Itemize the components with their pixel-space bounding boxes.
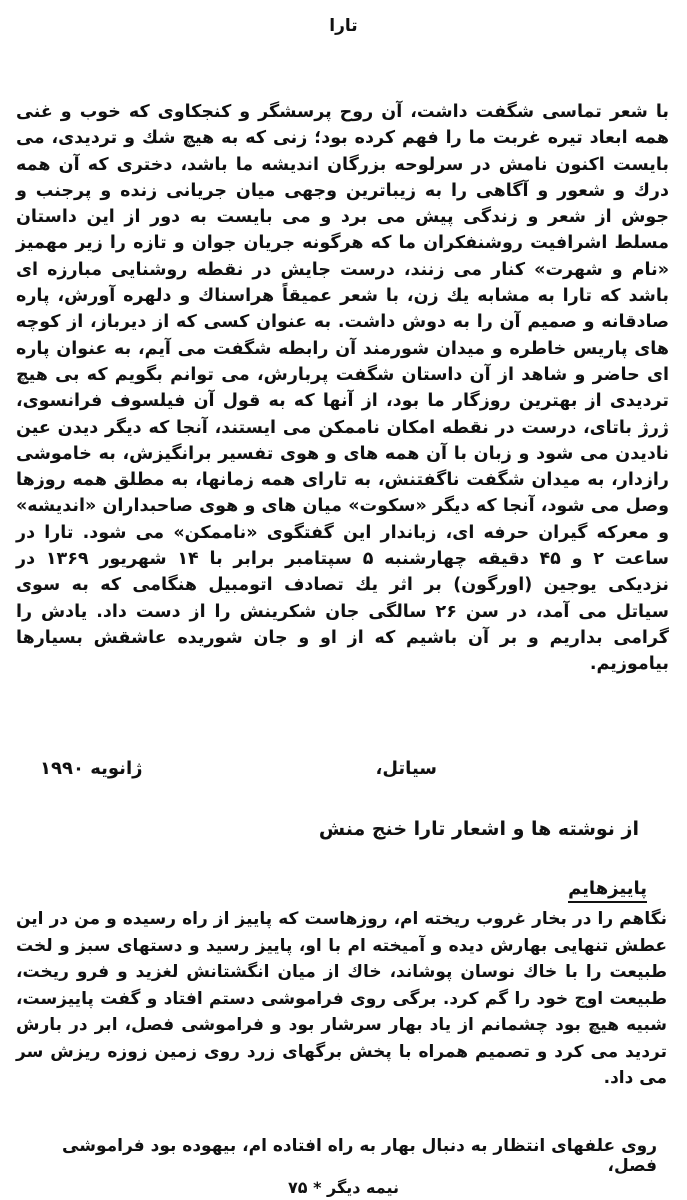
poem-body [16, 906, 667, 1092]
signature-date: ژانویه ۱۹۹۰ [40, 758, 143, 779]
running-header: تارا [329, 16, 358, 36]
paragraph-text: با شعر تماسی شگفت داشت، آن روح پرسشگر و کنجکاوی که خوب و غنی همه ابعاد تیره غربت ما را فهم کرده بود؛ زنی که به هیچ شك و تردیدی، می بایست اکنون نامش در سرلوحه بزرگان اندیشه ما باشد، دختری که آن همه درك و شعور و آگاهی را به زیباترین وجهی میان جریانی زنده و پرجنب و جوش از شعر و زندگی پیش می برد و می بایست به دور از این داستان مسلط اشرافیت روشنفکران ما که هرگونه جریان جوان و تازه را زیر مهمیز «نام و شهرت» کنار می زنند، درست جایش در نقطه روشنایی مبارزه ای باشد که تارا به مشابه یك زن، با شعر عمیقاً هراسناك و دلهره آورش، پاره صادقانه و صمیم آن را به دوش داشت. به عنوان کسی که از دیرباز، از کوچه های پاریس خاطره و میدان شورمند آن رابطه شگفت می آیم، به عنوان پاره ای حاضر و شاهد از آن داستان شگفت پربارش، می توانم بگویم که بی هیچ تردیدی از بهترین روزگار ما بود، از آنها که به قول آن فیلسوف فرانسوی، ژرژ باتای، درست در نقطه امکان ناممکن می ایستند، آنجا که دیگر دیدن عین نادیدن می شود و زبان با آن همه های و هوی تفسیر برانگیزش، به خاموشی رازدار، به میدان شگفت ناگفتنش، به تارای همه زمانها، به مطلق همه روزها وصل می شود، آنجا که دیگر «سکوت» میان های و هوی صاحبداران «اندیشه» و معرکه گیران حرفه ای، زباندار این گفتگوی «ناممکن» می شود. تارا در ساعت ۲ و ۴۵ دقیقه چهارشنبه ۵ سپتامبر برابر با ۱۴ شهریور ۱۳۶۹ در نزدیکی یوجین (اورگون) بر اثر یك تصادف اتومبیل هنگامی که به سوی سیاتل می آمد، در سن ۲۶ سالگی جان شکرینش را از دست داد. یادش را گرامی بداریم و بر آن باشیم که از او و جان شوریده عاشقش بسیارها بیاموزیم. [16, 102, 669, 675]
signature-place: سیاتل، [375, 758, 437, 779]
poem-title: پاییزهایم [568, 878, 647, 903]
poem-last-line: روی علفهای انتظار به دنبال بهار به راه افتاده ام، بیهوده بود فراموشی فصل، [62, 1136, 657, 1176]
signature-line [40, 758, 437, 779]
section-heading: از نوشته ها و اشعار تارا خنج منش [318, 818, 639, 840]
poem-text: نگاهم را در بخار غروب ریخته ام، روزهاست که پاییز از راه رسیده و من در این عطش تنهایی بهارش دیده و آمیخته ام با او، پاییز رسید و دستهای سبز و لخت طبیعت را با خاك نوسان پوشاند، خاك از میان انگشتانش لغزید و فرو ریخت، طبیعت اوج خود را گم کرد. برگی روی فراموشی دستم افتاد و گفت پاییزست، شبیه هیچ بود چشمانم از یاد بهار سرشار بود و فراموشی فصل، ابر در بارش تردید می کرد و تصمیم همراه با پخش برگهای زرد روی زمین زوزه ریزش سر می داد. [16, 909, 667, 1088]
memorial-paragraph [16, 99, 669, 678]
page-footer: نیمه دیگر * ۷۵ [287, 1178, 400, 1197]
